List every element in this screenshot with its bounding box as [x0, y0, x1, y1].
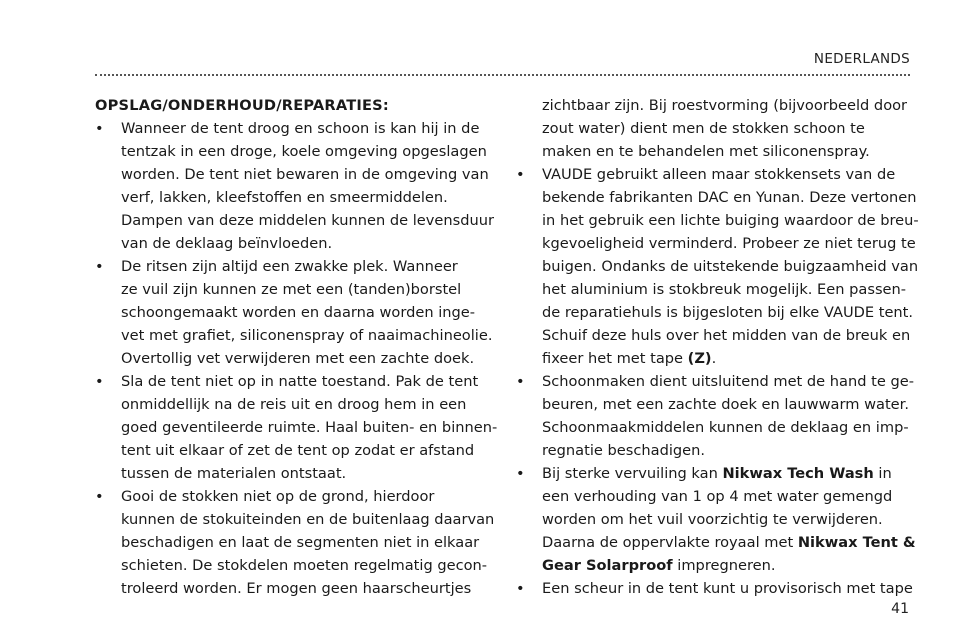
line-text [542, 278, 906, 301]
right-text-lines [516, 94, 919, 600]
text-segment: tussen de materialen ontstaat. [121, 465, 347, 482]
text-line [516, 393, 916, 416]
text-line [95, 439, 495, 462]
text-line [516, 278, 916, 301]
text-line [95, 370, 495, 393]
text-segment: . [711, 350, 717, 367]
bullet-icon: • [516, 580, 525, 597]
line-text [121, 393, 466, 416]
line-text [121, 347, 474, 370]
text-segment: troleerd worden. Er mogen geen haarscheurtjes [121, 580, 472, 597]
bold-text: Nikwax Tech Wash [722, 465, 874, 482]
text-segment: regnatie beschadigen. [542, 442, 706, 459]
line-text [121, 439, 474, 462]
text-line [516, 531, 916, 554]
text-line [95, 278, 495, 301]
text-segment: zout water) dient men de stokken schoon te [542, 120, 865, 137]
dotted-divider [95, 74, 910, 76]
left-text-lines [95, 117, 498, 600]
bold-text: (Z) [687, 350, 712, 367]
bold-text: Nikwax Tent & [797, 534, 916, 551]
bullet-icon: • [516, 166, 525, 183]
text-line [516, 209, 919, 232]
line-text [542, 554, 776, 577]
line-text [542, 347, 716, 370]
text-line [95, 347, 495, 370]
text-segment: buigen. Ondanks de uitstekende buigzaamheid van [542, 258, 919, 275]
text-line [516, 416, 916, 439]
bullet-icon: • [516, 373, 525, 390]
text-line [516, 439, 916, 462]
text-line [516, 577, 916, 600]
text-line [95, 140, 495, 163]
line-text [121, 508, 494, 531]
left-column [95, 94, 498, 600]
text-segment: VAUDE gebruikt alleen maar stokkensets van de [542, 166, 896, 183]
text-segment: fixeer het met tape [542, 350, 688, 367]
text-segment: goed geventileerde ruimte. Haal buiten- en binnen- [121, 419, 498, 436]
line-text [542, 393, 909, 416]
text-line [95, 232, 495, 255]
text-segment: Wanneer de tent droog en schoon is kan hij in de [121, 120, 480, 137]
text-segment: onmiddellijk na de reis uit en droog hem in een [121, 396, 467, 413]
text-line [95, 324, 495, 347]
line-text [121, 163, 489, 186]
language-header: NEDERLANDS [813, 51, 910, 67]
text-segment: vet met grafiet, siliconenspray of naaimachineolie. [121, 327, 493, 344]
line-text [542, 370, 914, 393]
text-segment: bekende fabrikanten DAC en Yunan. Deze vertonen [542, 189, 917, 206]
line-text [542, 117, 865, 140]
line-text [121, 416, 497, 439]
text-line [516, 485, 916, 508]
line-text [542, 462, 892, 485]
line-text [121, 117, 479, 140]
line-text [121, 324, 492, 347]
line-text [542, 140, 870, 163]
text-line [516, 255, 919, 278]
line-text [542, 324, 910, 347]
line-text [542, 301, 913, 324]
text-segment: Gooi de stokken niet op de grond, hierdoor [121, 488, 435, 505]
bullet-icon: • [95, 120, 104, 137]
text-segment: Schoonmaakmiddelen kunnen de deklaag en imp- [542, 419, 909, 436]
text-line [95, 186, 495, 209]
text-line [95, 554, 495, 577]
text-segment: Schuif deze huls over het midden van de breuk en [542, 327, 911, 344]
text-line [516, 117, 916, 140]
text-segment: in [873, 465, 892, 482]
text-segment: Sla de tent niet op in natte toestand. Pak de tent [121, 373, 479, 390]
bullet-icon: • [95, 373, 104, 390]
line-text [542, 416, 909, 439]
text-line [95, 416, 498, 439]
line-text [121, 278, 461, 301]
text-line [516, 554, 916, 577]
line-text [121, 462, 346, 485]
bold-text: Gear Solarproof [542, 557, 673, 574]
right-column [516, 94, 919, 600]
text-segment: worden. De tent niet bewaren in de omgeving van [121, 166, 489, 183]
text-line [516, 347, 916, 370]
text-segment: de reparatiehuls is bijgesloten bij elke VAUDE tent. [542, 304, 914, 321]
text-segment: tentzak in een droge, koele omgeving opgeslagen [121, 143, 487, 160]
bullet-icon: • [95, 488, 104, 505]
text-segment: verf, lakken, kleefstoffen en smeermiddelen. [121, 189, 448, 206]
line-text [542, 508, 883, 531]
text-segment: kunnen de stokuiteinden en de buitenlaag daarvan [121, 511, 495, 528]
text-segment: Een scheur in de tent kunt u provisorisch met tape [542, 580, 913, 597]
line-text [542, 186, 917, 209]
line-text [121, 370, 478, 393]
text-line [516, 140, 916, 163]
line-text [542, 577, 913, 600]
line-text [542, 439, 705, 462]
text-line [95, 301, 495, 324]
text-segment: Daarna de oppervlakte royaal met [542, 534, 798, 551]
line-text [121, 531, 479, 554]
text-line [95, 485, 495, 508]
text-line [95, 462, 495, 485]
line-text [121, 232, 332, 255]
text-line [516, 370, 916, 393]
text-segment: De ritsen zijn altijd een zwakke plek. Wanneer [121, 258, 458, 275]
text-line [516, 163, 916, 186]
text-line [95, 163, 495, 186]
text-segment: Schoonmaken dient uitsluitend met de hand te ge- [542, 373, 914, 390]
bullet-icon: • [95, 258, 104, 275]
line-text [542, 209, 919, 232]
page-number: 41 [891, 601, 909, 617]
text-line [516, 508, 916, 531]
text-line [95, 393, 495, 416]
line-text [542, 485, 892, 508]
line-text [542, 232, 916, 255]
text-line [516, 301, 916, 324]
text-segment: Dampen van deze middelen kunnen de levensduur [121, 212, 494, 229]
line-text [121, 577, 471, 600]
text-segment: Overtollig vet verwijderen met een zachte doek. [121, 350, 475, 367]
line-text [542, 255, 918, 278]
text-line [516, 232, 916, 255]
text-segment: beuren, met een zachte doek en lauwwarm water. [542, 396, 909, 413]
text-line [516, 324, 916, 347]
bullet-icon: • [516, 465, 525, 482]
line-text [121, 186, 448, 209]
text-segment: schieten. De stokdelen moeten regelmatig gecon- [121, 557, 488, 574]
text-line [95, 209, 495, 232]
text-segment: in het gebruik een lichte buiging waardoor de breu- [542, 212, 919, 229]
text-segment: het aluminium is stokbreuk mogelijk. Een passen- [542, 281, 907, 298]
line-text [121, 301, 475, 324]
line-text [542, 531, 916, 554]
line-text [542, 163, 895, 186]
text-segment: impregneren. [672, 557, 776, 574]
text-segment: beschadigen en laat de segmenten niet in elkaar [121, 534, 480, 551]
text-segment: een verhouding van 1 op 4 met water gemengd [542, 488, 893, 505]
text-segment: zichtbaar zijn. Bij roestvorming (bijvoorbeeld door [542, 97, 908, 114]
line-text [121, 255, 458, 278]
text-line [516, 186, 916, 209]
text-segment: van de deklaag beïnvloeden. [121, 235, 333, 252]
text-line [95, 531, 495, 554]
line-text [121, 485, 434, 508]
text-line [516, 94, 916, 117]
text-line [95, 577, 495, 600]
text-line [95, 255, 495, 278]
text-segment: ze vuil zijn kunnen ze met een (tanden)borstel [121, 281, 462, 298]
text-line [95, 508, 495, 531]
section-heading: OPSLAG/ONDERHOUD/REPARATIES: [95, 97, 389, 114]
text-segment: maken en te behandelen met siliconenspray. [542, 143, 870, 160]
line-text [542, 94, 907, 117]
text-segment: tent uit elkaar of zet de tent op zodat er afstand [121, 442, 475, 459]
text-segment: Bij sterke vervuiling kan [542, 465, 723, 482]
text-segment: schoongemaakt worden en daarna worden inge- [121, 304, 476, 321]
text-line [95, 117, 495, 140]
line-text [121, 554, 487, 577]
line-text [121, 140, 487, 163]
text-line [516, 462, 916, 485]
text-segment: worden om het vuil voorzichtig te verwijderen. [542, 511, 883, 528]
text-segment: kgevoeligheid verminderd. Probeer ze niet terug te [542, 235, 916, 252]
line-text [121, 209, 494, 232]
